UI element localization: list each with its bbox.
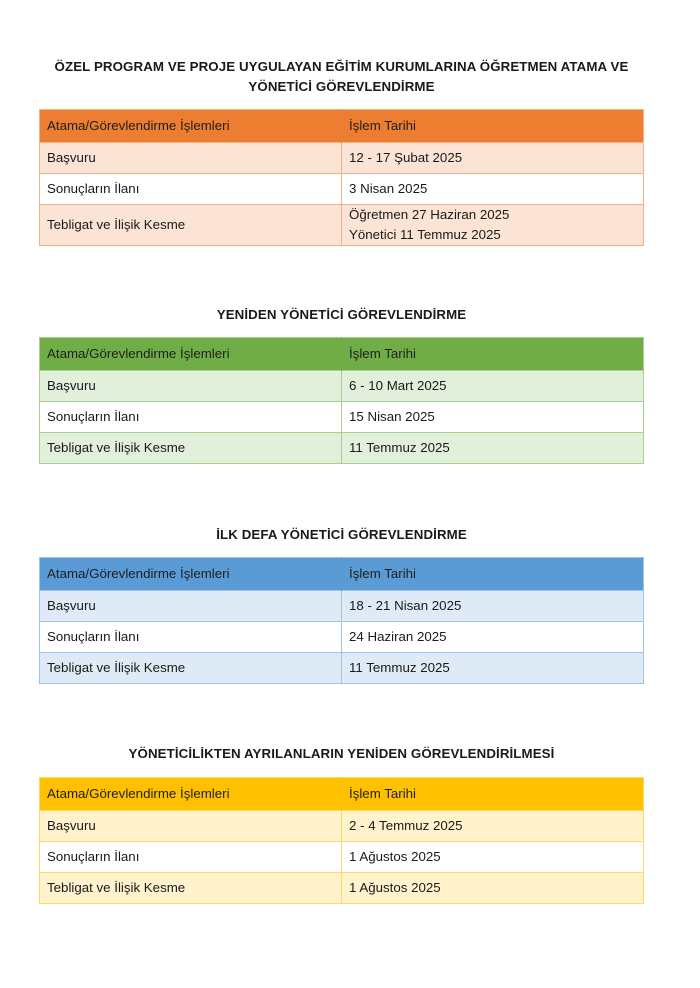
schedule-table xyxy=(39,337,644,464)
row-label: Tebligat ve İlişik Kesme xyxy=(40,873,342,904)
table-row xyxy=(40,371,644,402)
table-row xyxy=(40,143,644,174)
table-row xyxy=(40,842,644,873)
table-row xyxy=(40,622,644,653)
table-row xyxy=(40,873,644,904)
schedule-table xyxy=(39,557,644,684)
table-row xyxy=(40,653,644,684)
row-label: Sonuçların İlanı xyxy=(40,402,342,433)
table-row xyxy=(40,402,644,433)
row-date: 1 Ağustos 2025 xyxy=(342,873,644,904)
row-date: 18 - 21 Nisan 2025 xyxy=(342,591,644,622)
header-cell-date: İşlem Tarihi xyxy=(342,778,644,811)
row-date: 11 Temmuz 2025 xyxy=(342,433,644,464)
row-date: 2 - 4 Temmuz 2025 xyxy=(342,811,644,842)
section-ozel-program xyxy=(39,57,644,246)
table-header-row xyxy=(40,778,644,811)
row-label: Tebligat ve İlişik Kesme xyxy=(40,433,342,464)
header-cell-date: İşlem Tarihi xyxy=(342,110,644,143)
row-label: Sonuçların İlanı xyxy=(40,842,342,873)
table-row xyxy=(40,174,644,205)
row-label: Sonuçların İlanı xyxy=(40,174,342,205)
table-row xyxy=(40,591,644,622)
row-label: Başvuru xyxy=(40,811,342,842)
row-date: 24 Haziran 2025 xyxy=(342,622,644,653)
row-date: 1 Ağustos 2025 xyxy=(342,842,644,873)
row-date-line-2: Yönetici 11 Temmuz 2025 xyxy=(349,227,501,242)
table-header-row xyxy=(40,558,644,591)
row-date xyxy=(342,205,644,246)
row-date: 11 Temmuz 2025 xyxy=(342,653,644,684)
row-label: Başvuru xyxy=(40,591,342,622)
section-yeniden-yonetici xyxy=(39,305,644,464)
section-ilk-defa-yonetici xyxy=(39,525,644,684)
section-title: YÖNETİCİLİKTEN AYRILANLARIN YENİDEN GÖREVLENDİRİLMESİ xyxy=(128,746,555,761)
row-date: 12 - 17 Şubat 2025 xyxy=(342,143,644,174)
schedule-table xyxy=(39,109,644,246)
row-label: Sonuçların İlanı xyxy=(40,622,342,653)
section-title-line-2: YÖNETİCİ GÖREVLENDİRME xyxy=(248,79,435,94)
header-cell-operations: Atama/Görevlendirme İşlemleri xyxy=(40,338,342,371)
table-row xyxy=(40,205,644,246)
section-yoneticilikten-ayrilanlar xyxy=(39,744,644,904)
header-cell-operations: Atama/Görevlendirme İşlemleri xyxy=(40,778,342,811)
schedule-table xyxy=(39,777,644,904)
header-cell-operations: Atama/Görevlendirme İşlemleri xyxy=(40,110,342,143)
row-date: 6 - 10 Mart 2025 xyxy=(342,371,644,402)
header-cell-date: İşlem Tarihi xyxy=(342,338,644,371)
row-label: Başvuru xyxy=(40,143,342,174)
row-label: Tebligat ve İlişik Kesme xyxy=(40,205,342,246)
section-title-line-1: ÖZEL PROGRAM VE PROJE UYGULAYAN EĞİTİM KURUMLARINA ÖĞRETMEN ATAMA VE xyxy=(54,59,629,74)
row-date: 15 Nisan 2025 xyxy=(342,402,644,433)
table-row xyxy=(40,433,644,464)
section-title: YENİDEN YÖNETİCİ GÖREVLENDİRME xyxy=(216,307,467,322)
section-title: İLK DEFA YÖNETİCİ GÖREVLENDİRME xyxy=(216,527,467,542)
row-date: 3 Nisan 2025 xyxy=(342,174,644,205)
row-date-line-1: Öğretmen 27 Haziran 2025 xyxy=(349,207,510,222)
table-row xyxy=(40,811,644,842)
section-title xyxy=(39,57,644,97)
row-label: Tebligat ve İlişik Kesme xyxy=(40,653,342,684)
table-header-row xyxy=(40,338,644,371)
row-label: Başvuru xyxy=(40,371,342,402)
header-cell-operations: Atama/Görevlendirme İşlemleri xyxy=(40,558,342,591)
header-cell-date: İşlem Tarihi xyxy=(342,558,644,591)
table-header-row xyxy=(40,110,644,143)
